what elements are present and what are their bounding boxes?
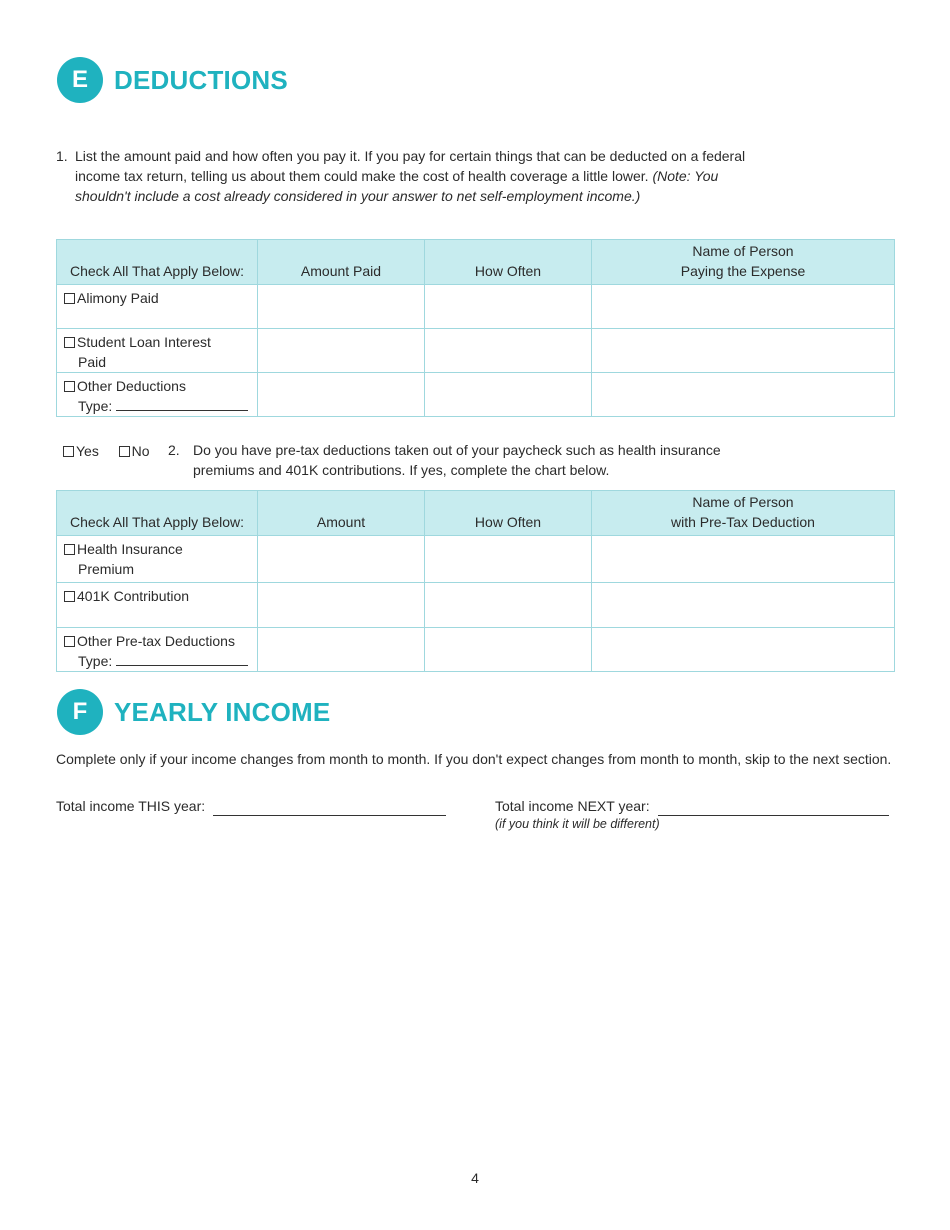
amount-input[interactable] — [258, 583, 425, 628]
how-often-input[interactable] — [425, 583, 592, 628]
section-f-intro: Complete only if your income changes from month to month. If you don't expect changes from month to month, skip to the next section. — [56, 751, 892, 767]
row-label-text: Other Pre-tax Deductions — [77, 633, 235, 649]
income-next-year-input[interactable] — [658, 800, 889, 816]
col-header-amount-paid: Amount Paid — [258, 240, 425, 285]
page-number: 4 — [471, 1170, 479, 1186]
how-often-input[interactable] — [425, 628, 592, 672]
amount-input[interactable] — [258, 373, 425, 417]
question-1 — [56, 146, 746, 206]
amount-input[interactable] — [258, 329, 425, 373]
row-label-student-loan — [57, 329, 258, 373]
question-1-note: (Note: You shouldn't include a cost already considered in your answer to net self-employment income.) — [75, 168, 719, 204]
section-f-header — [57, 689, 330, 735]
section-f-title: YEARLY INCOME — [114, 696, 331, 727]
yes-label: Yes — [76, 443, 99, 459]
income-this-year-input[interactable] — [213, 800, 446, 816]
section-e-title: DEDUCTIONS — [114, 64, 288, 95]
table-row — [57, 536, 895, 583]
deductions-table-header — [57, 240, 895, 285]
row-label-text: Other Deductions — [77, 378, 186, 394]
how-often-input[interactable] — [425, 285, 592, 329]
row-label-alimony — [57, 285, 258, 329]
type-label: Type: — [78, 398, 113, 414]
income-next-year — [495, 796, 889, 816]
section-e-badge: E — [57, 57, 103, 103]
health-insurance-checkbox[interactable] — [64, 544, 75, 555]
col-header-check: Check All That Apply Below: — [57, 240, 258, 285]
question-2 — [168, 440, 768, 480]
row-label-401k — [57, 583, 258, 628]
col-header-amount: Amount — [258, 491, 425, 536]
amount-input[interactable] — [258, 536, 425, 583]
col-header-person-line2: Paying the Expense — [680, 263, 806, 279]
col-header-how-often: How Often — [425, 491, 592, 536]
person-input[interactable] — [592, 536, 895, 583]
row-label-text-2: Paid — [78, 354, 107, 370]
income-next-year-label: Total income NEXT year: — [495, 798, 650, 814]
row-label-text: Student Loan Interest — [77, 334, 211, 350]
person-input[interactable] — [592, 285, 895, 329]
yes-checkbox[interactable] — [63, 446, 74, 457]
row-label-other-deductions — [57, 373, 258, 417]
pretax-table — [56, 490, 895, 672]
person-input[interactable] — [592, 373, 895, 417]
question-2-number: 2. — [168, 442, 180, 458]
col-header-person-line2: with Pre-Tax Deduction — [671, 514, 815, 530]
income-this-year — [56, 796, 446, 816]
row-label-health-insurance — [57, 536, 258, 583]
401k-checkbox[interactable] — [64, 591, 75, 602]
row-label-text: Health Insurance — [77, 541, 183, 557]
table-row — [57, 583, 895, 628]
col-header-person-line1: Name of Person — [692, 494, 794, 510]
alimony-checkbox[interactable] — [64, 293, 75, 304]
col-header-how-often: How Often — [425, 240, 592, 285]
col-header-person — [592, 240, 895, 285]
section-e-header — [57, 57, 288, 103]
person-input[interactable] — [592, 628, 895, 672]
question-1-text: List the amount paid and how often you pay it. If you pay for certain things that can be deducted on a federal income tax return, telling us about them could make the cost of health coverage a little lower. — [75, 148, 746, 184]
table-row — [57, 373, 895, 417]
amount-input[interactable] — [258, 628, 425, 672]
table-row — [57, 628, 895, 672]
row-label-text: 401K Contribution — [77, 588, 190, 604]
type-label: Type: — [78, 653, 113, 669]
col-header-person — [592, 491, 895, 536]
how-often-input[interactable] — [425, 373, 592, 417]
student-loan-checkbox[interactable] — [64, 337, 75, 348]
col-header-check: Check All That Apply Below: — [57, 491, 258, 536]
no-label: No — [131, 443, 150, 459]
section-f-badge: F — [57, 689, 103, 735]
row-label-text-2: Premium — [78, 561, 135, 577]
question-1-number: 1. — [56, 148, 68, 164]
yes-no-choice — [63, 441, 150, 461]
person-input[interactable] — [592, 329, 895, 373]
question-2-text: Do you have pre-tax deductions taken out of your paycheck such as health insurance premiums and 401K contributions. If yes, complete the chart below. — [193, 442, 721, 478]
deductions-table — [56, 239, 895, 417]
type-blank-line[interactable] — [116, 398, 248, 411]
type-blank-line[interactable] — [116, 653, 248, 666]
how-often-input[interactable] — [425, 329, 592, 373]
other-deductions-checkbox[interactable] — [64, 381, 75, 392]
income-this-year-label: Total income THIS year: — [56, 798, 206, 814]
table-row — [57, 285, 895, 329]
table-row — [57, 329, 895, 373]
how-often-input[interactable] — [425, 536, 592, 583]
row-label-text: Alimony Paid — [77, 290, 159, 306]
col-header-person-line1: Name of Person — [692, 243, 794, 259]
income-next-year-hint: (if you think it will be different) — [495, 817, 660, 831]
row-label-other-pretax — [57, 628, 258, 672]
pretax-table-header — [57, 491, 895, 536]
other-pretax-checkbox[interactable] — [64, 636, 75, 647]
no-checkbox[interactable] — [119, 446, 130, 457]
person-input[interactable] — [592, 583, 895, 628]
amount-input[interactable] — [258, 285, 425, 329]
